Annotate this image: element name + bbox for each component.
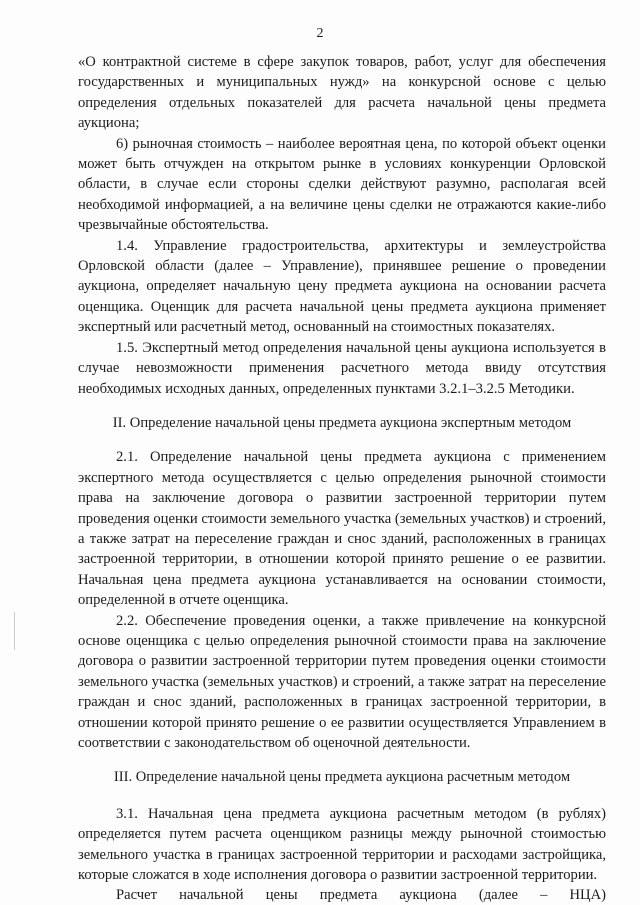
paragraph-1-5: 1.5. Экспертный метод определения начальной цены аукциона используется в случае невозможности применения расчетного метода ввиду отсутствия необходимых исходных данных, определенных пунктами 3.2.1–3.2.5 Методики. <box>78 339 606 397</box>
scan-margin-mark <box>14 612 15 650</box>
paragraph-1-4: 1.4. Управление градостроительства, архитектуры и землеустройства Орловской области (далее – Управление), принявшее решение о проведении аукциона, определяет начальную цену предмета аукциона на основании расчета оценщика. Оценщик для расчета начальной цены предмета аукциона применяет экспертный или расчетный метод, основанный на стоимостных показателях. <box>78 237 606 336</box>
paragraph-law-reference: «О контрактной системе в сфере закупок товаров, работ, услуг для обеспечения государственных и муниципальных нужд» на конкурсной основе с целью определения отдельных показателей для расчета начальной цены предмета аукциона; <box>78 54 606 132</box>
page-number: 2 <box>316 26 324 41</box>
paragraph-3-1: 3.1. Начальная цена предмета аукциона расчетным методом (в рублях) определяется путем расчета оценщиком разницы между рыночной стоимостью земельного участка в границах застроенной территории и расходами застройщика, которые сложатся в ходе исполнения договора о развитии застроенной территории. <box>78 805 606 884</box>
section-heading-2: II. Определение начальной цены предмета аукциона экспертным методом <box>112 414 572 431</box>
paragraph-calculation: Расчет начальной цены предмета аукциона (далее – НЦА) <box>116 887 606 904</box>
paragraph-2-1: 2.1. Определение начальной цены предмета аукциона с применением экспертного метода осуществляется с целью определения рыночной стоимости права на заключение договора о развитии застроенной территории путем проведения оценки стоимости земельного участка (земельных участков) и строений, а также затрат на переселение граждан и снос зданий, расположенных в границах застроенной территории, в отношении которой принято решение о ее развитии. Начальная цена предмета аукциона устанавливается на основании стоимости, определенной в отчете оценщика. <box>78 449 606 609</box>
paragraph-2-2: 2.2. Обеспечение проведения оценки, а также привлечение на конкурсной основе оценщика с целью определения рыночной стоимости права на заключение договора о развитии застроенной территории путем проведения оценки стоимости земельного участка (земельных участков) и строений, а также затрат на переселение граждан и снос зданий, расположенных в границах застроенной территории, в отношении которой принято решение о ее развитии осуществляется Управлением в соответствии с законодательством об оценочной деятельности. <box>78 612 606 751</box>
paragraph-market-value: 6) рыночная стоимость – наиболее вероятная цена, по которой объект оценки может быть отчужден на открытом рынке в условиях конкуренции Орловской области, в случае если стороны сделки действуют разумно, располагая всей необходимой информацией, а на величине цены сделки не отражаются какие-либо чрезвычайные обстоятельства. <box>78 135 606 234</box>
section-heading-3: III. Определение начальной цены предмета аукциона расчетным методом <box>113 769 571 786</box>
page-body <box>78 52 606 905</box>
